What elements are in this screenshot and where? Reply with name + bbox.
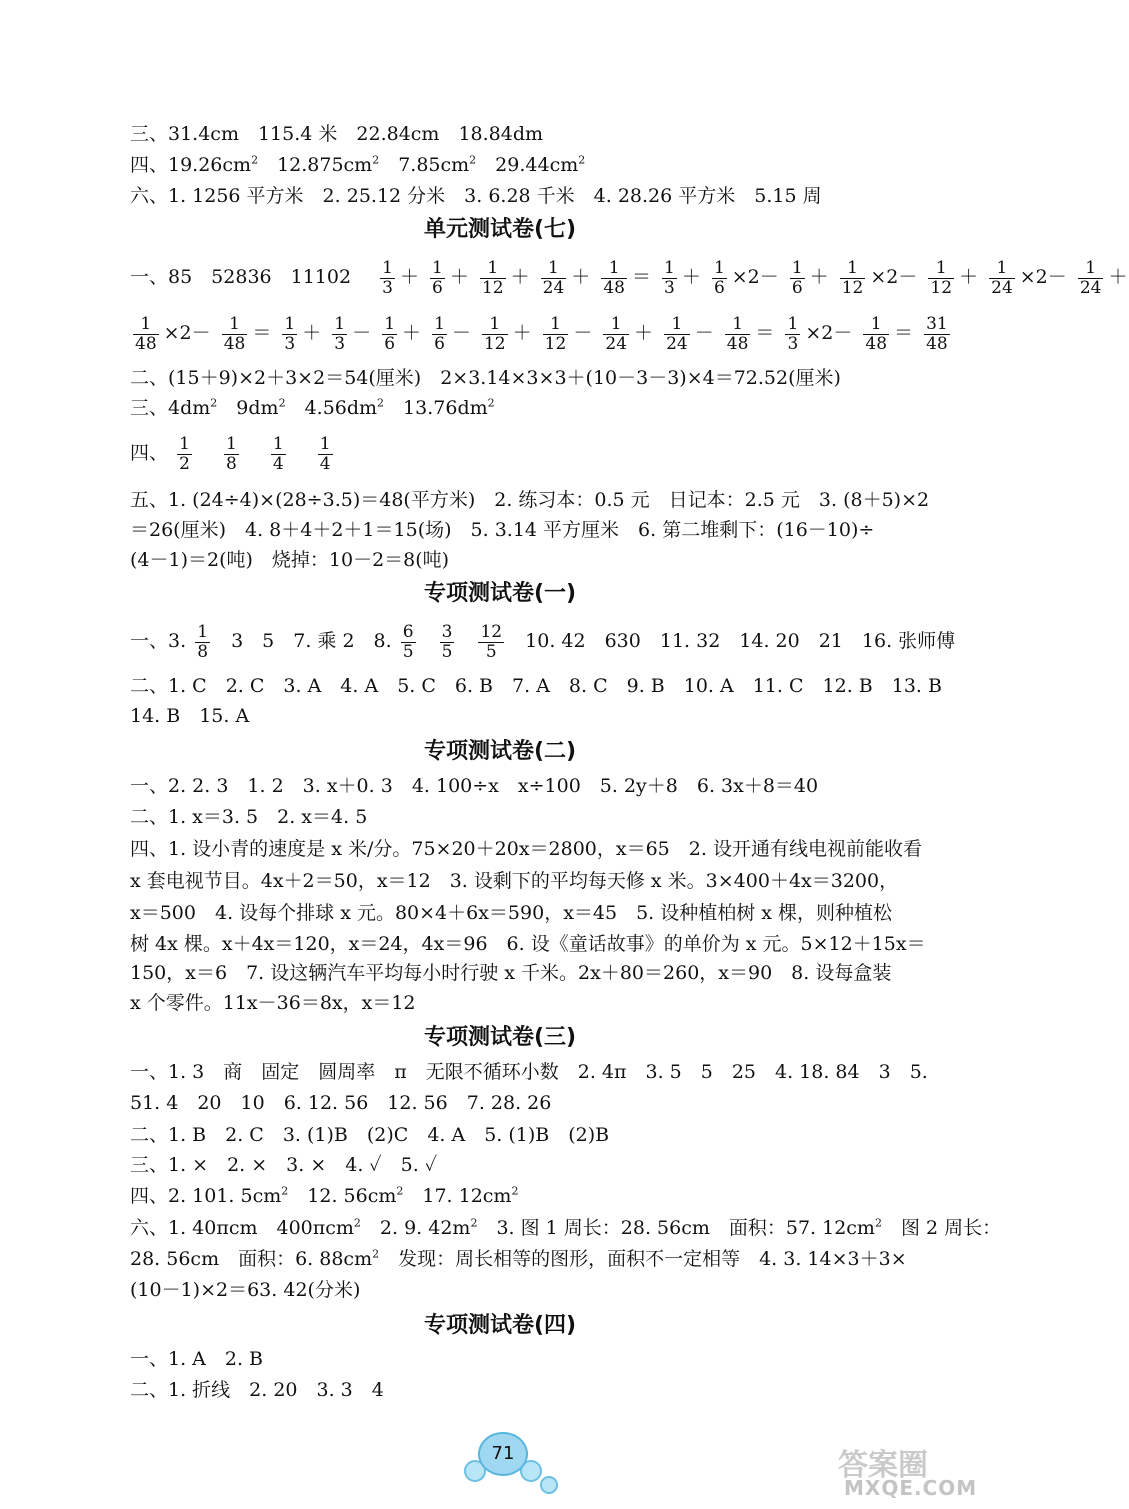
answer-line: 150，x＝6 7. 设这辆汽车平均每小时行驶 x 千米。2x＋80＝260，x＝90 8. 设每盒装 bbox=[130, 962, 892, 984]
superscript: 2 bbox=[874, 1216, 882, 1230]
answer-line: 51. 4 20 10 6. 12. 56 12. 56 7. 28. 26 bbox=[130, 1092, 552, 1114]
decor-bubble bbox=[540, 1476, 558, 1494]
section-heading: 单元测试卷(七) bbox=[423, 217, 577, 242]
answer-line: 二、1. C 2. C 3. A 4. A 5. C 6. B 7. A 8. C 9. B 10. A 11. C 12. B 13. B bbox=[130, 675, 942, 697]
fraction-line: 一、3. $\frac{1}{8}$ 3 5 7. 乘 2 8. $\frac{6}{5}$ $\frac{3}{5}$ $\frac{12}{5}$ 10. 42 630 11. 32 14. 20 21 16. 张师傅 bbox=[130, 621, 956, 662]
answer-text: 图 2 周长： bbox=[881, 1217, 1002, 1239]
answer-text: 9dm bbox=[217, 397, 279, 419]
fraction-line: 一、85 52836 11102 $\frac{1}{3}$ ＋ $\frac{1}{6}$ ＋ $\frac{1}{12}$ ＋ $\frac{1}{24}$ ＋ $\frac{1}{48}$ ＝ $\frac{1}{3}$ ＋ $\frac{1}{6}$ ×2－ $\frac{1}{6}$ ＋ $\frac{1}{12}$ ×2－ $\frac{1}{12}$ ＋ $\frac{1}{24}$ ×2－ $\frac{1}{24}$ ＋ bbox=[130, 257, 1128, 298]
answer-text: 三、4dm bbox=[130, 397, 211, 419]
superscript: 2 bbox=[470, 1216, 478, 1230]
fraction-line-prefix: 一、85 52836 11102 bbox=[130, 266, 352, 288]
answer-text: 四、2. 101. 5cm bbox=[130, 1185, 282, 1207]
answer-text: 17. 12cm bbox=[403, 1185, 512, 1207]
answer-text: 3. 图 1 周长：28. 56cm 面积：57. 12cm bbox=[477, 1217, 875, 1239]
answer-line: 一、1. 3 商 固定 圆周率 π 无限不循环小数 2. 4π 3. 5 5 25 4. 18. 84 3 5. bbox=[130, 1061, 928, 1083]
answer-text: 4.56dm bbox=[285, 397, 378, 419]
answer-line-sup bbox=[130, 396, 495, 420]
answer-line: 二、1. B 2. C 3. (1)B (2)C 4. A 5. (1)B (2)B bbox=[130, 1124, 610, 1146]
fraction-line: $\frac{1}{48}$ ×2－ $\frac{1}{48}$ ＝ $\frac{1}{3}$ ＋ $\frac{1}{3}$ － $\frac{1}{6}$ ＋ $\frac{1}{6}$ － $\frac{1}{12}$ ＋ $\frac{1}{12}$ － $\frac{1}{24}$ ＋ $\frac{1}{24}$ － $\frac{1}{48}$ ＝ $\frac{1}{3}$ ×2－ $\frac{1}{48}$ ＝ $\frac{31}{48}$ bbox=[135, 313, 948, 354]
fraction-line: 四、 $\frac{1}{2}$ $\frac{1}{8}$ $\frac{1}{4}$ $\frac{1}{4}$ bbox=[130, 433, 331, 474]
answer-line-sup bbox=[130, 1216, 1001, 1240]
answer-line-sup bbox=[130, 1247, 907, 1271]
superscript: 2 bbox=[278, 396, 286, 410]
superscript: 2 bbox=[511, 1184, 519, 1198]
watermark-logo: 答案圈 bbox=[838, 1448, 928, 1483]
answer-line: 14. B 15. A bbox=[130, 705, 250, 727]
superscript: 2 bbox=[469, 153, 477, 167]
section-heading: 专项测试卷(三) bbox=[423, 1025, 577, 1050]
answer-line: x＝500 4. 设每个排球 x 元。80×4＋6x＝590，x＝45 5. 设种植柏树 x 棵，则种植松 bbox=[130, 902, 893, 924]
superscript: 2 bbox=[210, 396, 218, 410]
superscript: 2 bbox=[281, 1184, 289, 1198]
page-number: 71 bbox=[478, 1432, 528, 1476]
superscript: 2 bbox=[372, 153, 380, 167]
answer-text: 13.76dm bbox=[384, 397, 488, 419]
section-heading: 专项测试卷(一) bbox=[423, 581, 577, 606]
superscript: 2 bbox=[353, 1216, 361, 1230]
section-heading: 专项测试卷(四) bbox=[423, 1313, 577, 1338]
superscript: 2 bbox=[578, 153, 586, 167]
fraction-line-text: 10. 42 630 11. 32 14. 20 21 16. 张师傅 bbox=[525, 630, 956, 652]
superscript: 2 bbox=[377, 396, 385, 410]
answer-line: x 个零件。11x－36＝8x，x＝12 bbox=[130, 992, 416, 1014]
answer-line: (4－1)＝2(吨) 烧掉：10－2＝8(吨) bbox=[130, 549, 450, 571]
answer-line: 三、31.4cm 115.4 米 22.84cm 18.84dm bbox=[130, 123, 544, 145]
answer-line: x 套电视节目。4x＋2＝50，x＝12 3. 设剩下的平均每天修 x 米。3×400＋4x＝3200， bbox=[130, 870, 899, 892]
answer-line-sup bbox=[130, 1184, 518, 1208]
answer-line: (10－1)×2＝63. 42(分米) bbox=[130, 1279, 361, 1301]
answer-line: 三、1. × 2. × 3. × 4. ✓ 5. ✓ bbox=[130, 1154, 438, 1176]
answer-line: 四、1. 设小青的速度是 x 米/分。75×20＋20x＝2800，x＝65 2. 设开通有线电视前能收看 bbox=[130, 838, 922, 860]
answer-text: 2. 9. 42m bbox=[360, 1217, 471, 1239]
answer-line: 二、1. 折线 2. 20 3. 3 4 bbox=[130, 1379, 384, 1401]
answer-line: 二、1. x＝3. 5 2. x＝4. 5 bbox=[130, 806, 368, 828]
answer-text: 六、1. 40πcm 400πcm bbox=[130, 1217, 354, 1239]
answer-line-sup bbox=[130, 153, 585, 177]
answer-text: 28. 56cm 面积：6. 88cm bbox=[130, 1248, 373, 1270]
fraction-line-prefix: 一、3. bbox=[130, 630, 187, 652]
answer-text: 12. 56cm bbox=[288, 1185, 397, 1207]
answer-text: 四、19.26cm bbox=[130, 154, 252, 176]
answer-line: 一、2. 2. 3 1. 2 3. x＋0. 3 4. 100÷x x÷100 5. 2y＋8 6. 3x＋8＝40 bbox=[130, 775, 819, 797]
watermark-url: MXQE.COM bbox=[844, 1476, 978, 1500]
answer-text: 发现：周长相等的图形，面积不一定相等 4. 3. 14×3＋3× bbox=[379, 1248, 907, 1270]
answer-text: 7.85cm bbox=[379, 154, 470, 176]
superscript: 2 bbox=[251, 153, 259, 167]
superscript: 2 bbox=[372, 1247, 380, 1261]
answer-line: 六、1. 1256 平方米 2. 25.12 分米 3. 6.28 千米 4. 28.26 平方米 5.15 周 bbox=[130, 185, 822, 207]
superscript: 2 bbox=[487, 396, 495, 410]
answer-line: 一、1. A 2. B bbox=[130, 1348, 264, 1370]
fraction-line-text: 3 5 7. 乘 2 8. bbox=[231, 630, 392, 652]
answer-text: 29.44cm bbox=[476, 154, 579, 176]
answer-text: 12.875cm bbox=[258, 154, 373, 176]
section-heading: 专项测试卷(二) bbox=[423, 739, 577, 764]
answer-line: 树 4x 棵。x＋4x＝120，x＝24，4x＝96 6. 设《童话故事》的单价为 x 元。5×12＋15x＝ bbox=[130, 933, 926, 955]
superscript: 2 bbox=[396, 1184, 404, 1198]
answer-line: 二、(15＋9)×2＋3×2＝54(厘米) 2×3.14×3×3＋(10－3－3)×4＝72.52(厘米) bbox=[130, 367, 841, 389]
answer-line: 五、1. (24÷4)×(28÷3.5)＝48(平方米) 2. 练习本：0.5 元 日记本：2.5 元 3. (8＋5)×2 bbox=[130, 489, 930, 511]
fraction-line-prefix: 四、 bbox=[130, 442, 169, 464]
answer-line: ＝26(厘米) 4. 8＋4＋2＋1＝15(场) 5. 3.14 平方厘米 6. 第二堆剩下：(16－10)÷ bbox=[130, 519, 875, 541]
